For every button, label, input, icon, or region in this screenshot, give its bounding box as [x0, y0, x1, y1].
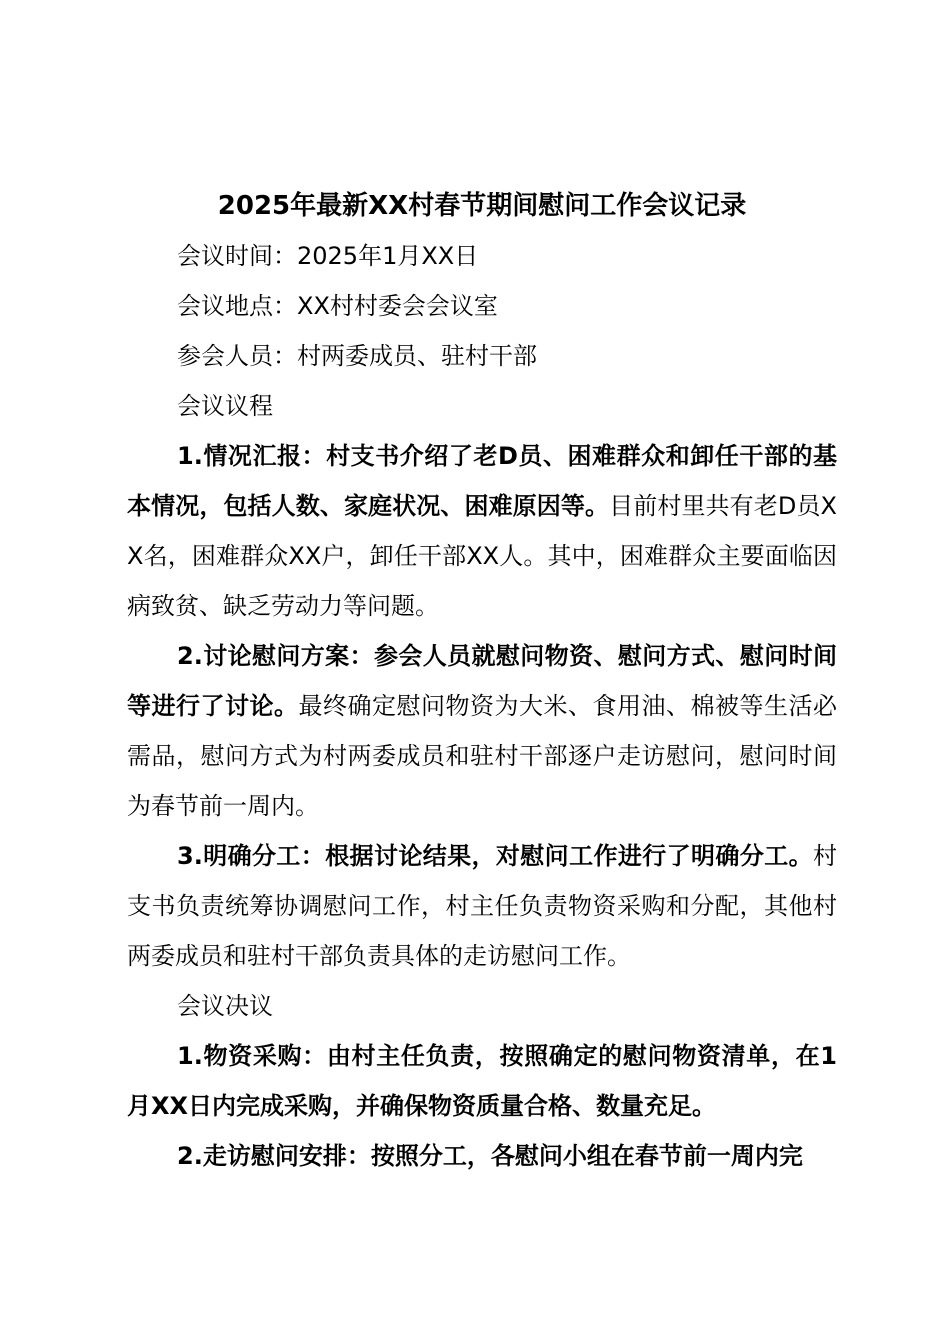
agenda-item-1-text: 目前村里共有老D员XX名，困难群众XX户，卸任干部XX人。其中，困难群众主要面临因病致贫、缺乏劳动力等问题。: [127, 492, 838, 620]
meeting-place: 会议地点：XX村村委会会议室: [177, 292, 498, 320]
agenda-heading: 会议议程: [177, 392, 273, 420]
document-body: [127, 181, 837, 1181]
meeting-time: 会议时间：2025年1月XX日: [177, 242, 479, 270]
agenda-item-1-bold: 1.情况汇报：村支书介绍了老D员、困难群众和卸任干部的基本情况，包括人数、家庭状况、困难原因等。: [127, 442, 837, 520]
resolution-item-1: [127, 1031, 837, 1131]
attendees: 参会人员：村两委成员、驻村干部: [177, 342, 537, 370]
agenda-item-1: [127, 431, 837, 631]
agenda-item-2-text: 最终确定慰问物资为大米、食用油、棉被等生活必需品，慰问方式为村两委成员和驻村干部逐户走访慰问，慰问时间为春节前一周内。: [127, 692, 837, 820]
resolution-item-2-bold: 2.走访慰问安排：按照分工，各慰问小组在春节前一周内完: [177, 1142, 803, 1170]
agenda-item-3-bold: 3.明确分工：根据讨论结果，对慰问工作进行了明确分工。: [177, 842, 813, 870]
resolution-item-1-bold: 1.物资采购：由村主任负责，按照确定的慰问物资清单，在1月XX日内完成采购，并确保物资质量合格、数量充足。: [127, 1042, 837, 1120]
agenda-item-3-text: 村支书负责统筹协调慰问工作，村主任负责物资采购和分配，其他村两委成员和驻村干部负责具体的走访慰问工作。: [127, 842, 837, 970]
agenda-item-3: [127, 831, 837, 981]
agenda-item-2: [127, 631, 837, 831]
resolution-item-2: [127, 1131, 837, 1181]
resolution-heading: 会议决议: [177, 992, 273, 1020]
document-title: 2025年最新XX村春节期间慰问工作会议记录: [217, 191, 747, 221]
agenda-item-2-bold: 2.讨论慰问方案：参会人员就慰问物资、慰问方式、慰问时间等进行了讨论。: [127, 642, 837, 720]
